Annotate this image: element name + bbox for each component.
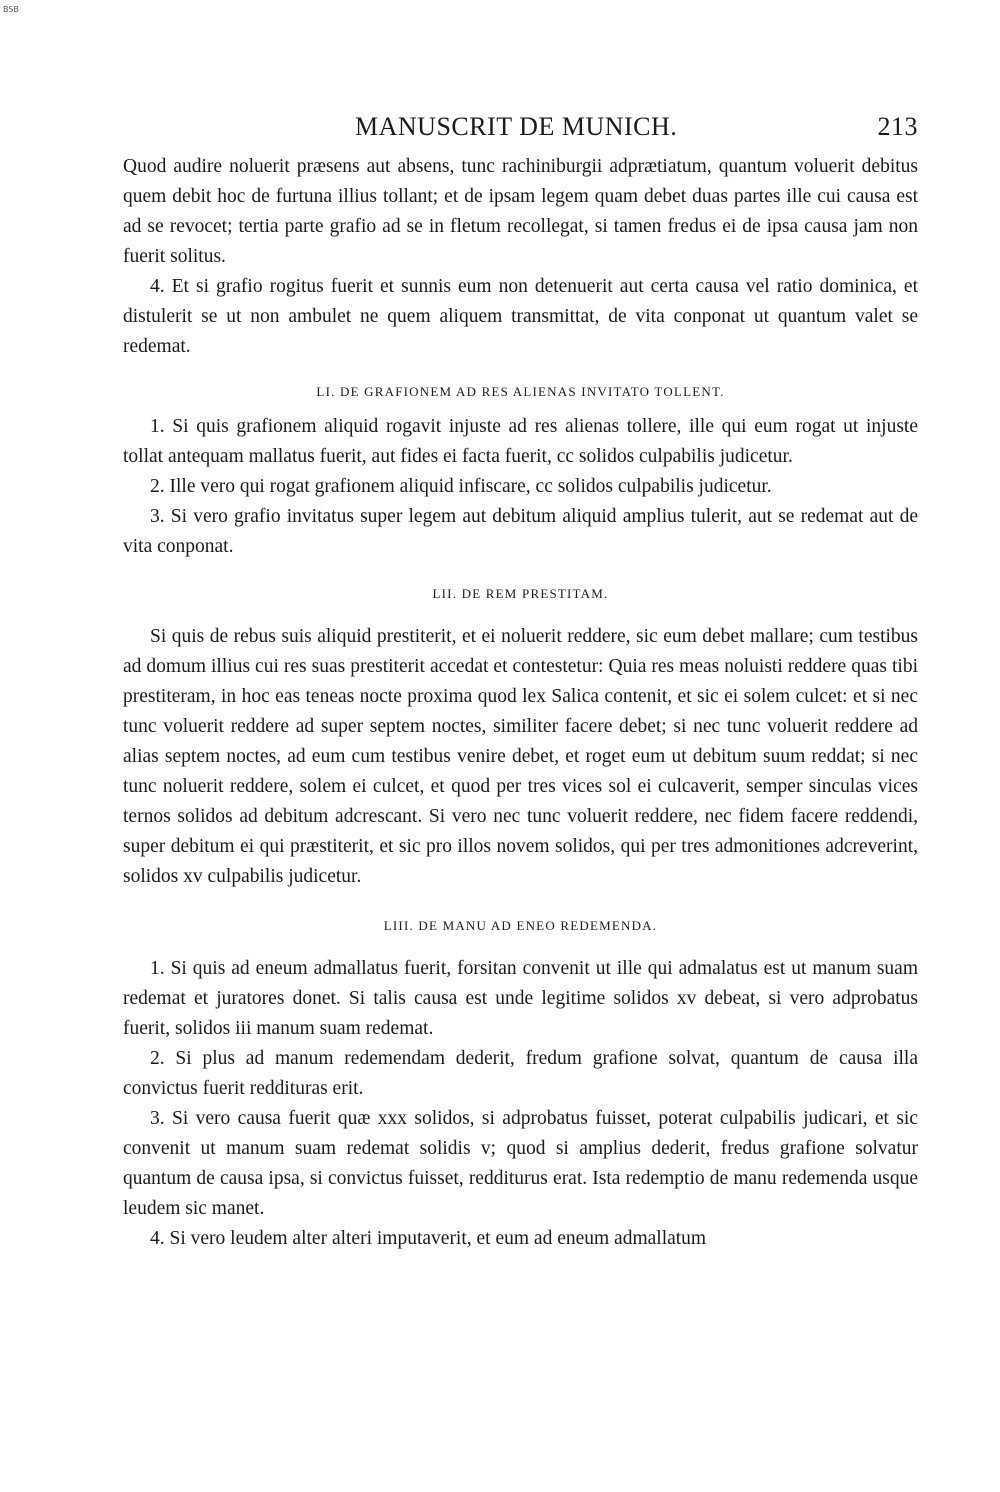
paragraph-53-2: 2. Si plus ad manum redemendam dederit, fredum grafione solvat, quantum de causa illa convictus fuerit reddituras erit. [123,1048,918,1099]
section-heading-51: LI. DE GRAFIONEM AD RES ALIENAS INVITATO TOLLENT. [316,384,725,399]
paragraph-53-3: 3. Si vero causa fuerit quæ xxx solidos, si adprobatus fuisset, poterat culpabilis judicari, et sic convenit ut manum suam redemat solidis v; quod si amplius dederit, fredus grafione solvatur quantum de causa ipsa, si convictus fuisset, redditurus erat. Ista redemptio de manu redemenda usque leudem sic manet. [123,1108,918,1219]
section-heading-53: LIII. DE MANU AD ENEO REDEMENDA. [383,918,658,933]
running-header [123,112,918,152]
paragraph-53-4: 4. Si vero leudem alter alteri imputaverit, et eum ad eneum admallatum [150,1228,707,1249]
page-number: 213 [877,112,918,141]
paragraph-51-3: 3. Si vero grafio invitatus super legem aut debitum aliquid amplius tulerit, aut se redemat aut de vita conponat. [123,506,918,557]
paragraph-50-4: 4. Et si grafio rogitus fuerit et sunnis eum non detenuerit aut certa causa vel ratio dominica, et distulerit se ut non ambulet ne quem aliquem transmittat, de vita conponat ut quantum valet se redemat. [123,276,918,357]
paragraph-51-2: 2. Ille vero qui rogat grafionem aliquid infiscare, cc solidos culpabilis judicetur. [150,476,772,497]
library-stamp: BSB [3,5,19,14]
page-title: MANUSCRIT DE MUNICH. [355,112,678,141]
page-body [123,112,918,1254]
paragraph-51-1: 1. Si quis grafionem aliquid rogavit injuste ad res alienas tollere, ille qui eum rogat ut injuste tollat antequam mallatus fuerit, aut fides ei facta fuerit, cc solidos culpabilis judicetur. [123,416,918,467]
section-heading-52: LII. DE REM PRESTITAM. [432,586,609,601]
paragraph-53-1: 1. Si quis ad eneum admallatus fuerit, forsitan convenit ut ille qui admalatus est ut manum suam redemat et juratores donet. Si talis causa est unde legitime solidos xv debeat, si vero adprobatus fuerit, solidos iii manum suam redemat. [123,958,918,1039]
paragraph-continuation: Quod audire noluerit præsens aut absens, tunc rachiniburgii adprætiatum, quantum voluerit debitus quem debit hoc de furtuna illius tollant; et de ipsam legem quam debet duas partes ille cui causa est ad se revocet; tertia parte grafio ad se in fletum recollegat, si tamen fredus ei de ipsa causa jam non fuerit solitus. [123,156,918,267]
paragraph-52-1: Si quis de rebus suis aliquid prestiterit, et ei noluerit reddere, sic eum debet mallare; cum testibus ad domum illius cui res suas prestiterit accedat et contestetur: Quia res meas noluisti reddere quas tibi prestiteram, in hoc eas teneas nocte proxima quod lex Salica contenit, et sic ei solem culcet: et si nec tunc voluerit reddere ad super septem noctes, similiter facere debet; si nec tunc voluerit reddere ad alias septem noctes, ad eum cum testibus venire debet, et roget eum ut debitum suum reddat; si nec tunc noluerit reddere, solem ei culcet, et quod per tres vices sol ei culcaverit, semper sinculas vices ternos solidos ad debitum adcrescant. Si vero nec tunc voluerit reddere, nec fidem facere reddendi, super debitum ei qui præstiterit, et sic pro illos novem solidos, qui per tres admonitiones adcreverint, solidos xv culpabilis judicetur. [123,626,918,887]
